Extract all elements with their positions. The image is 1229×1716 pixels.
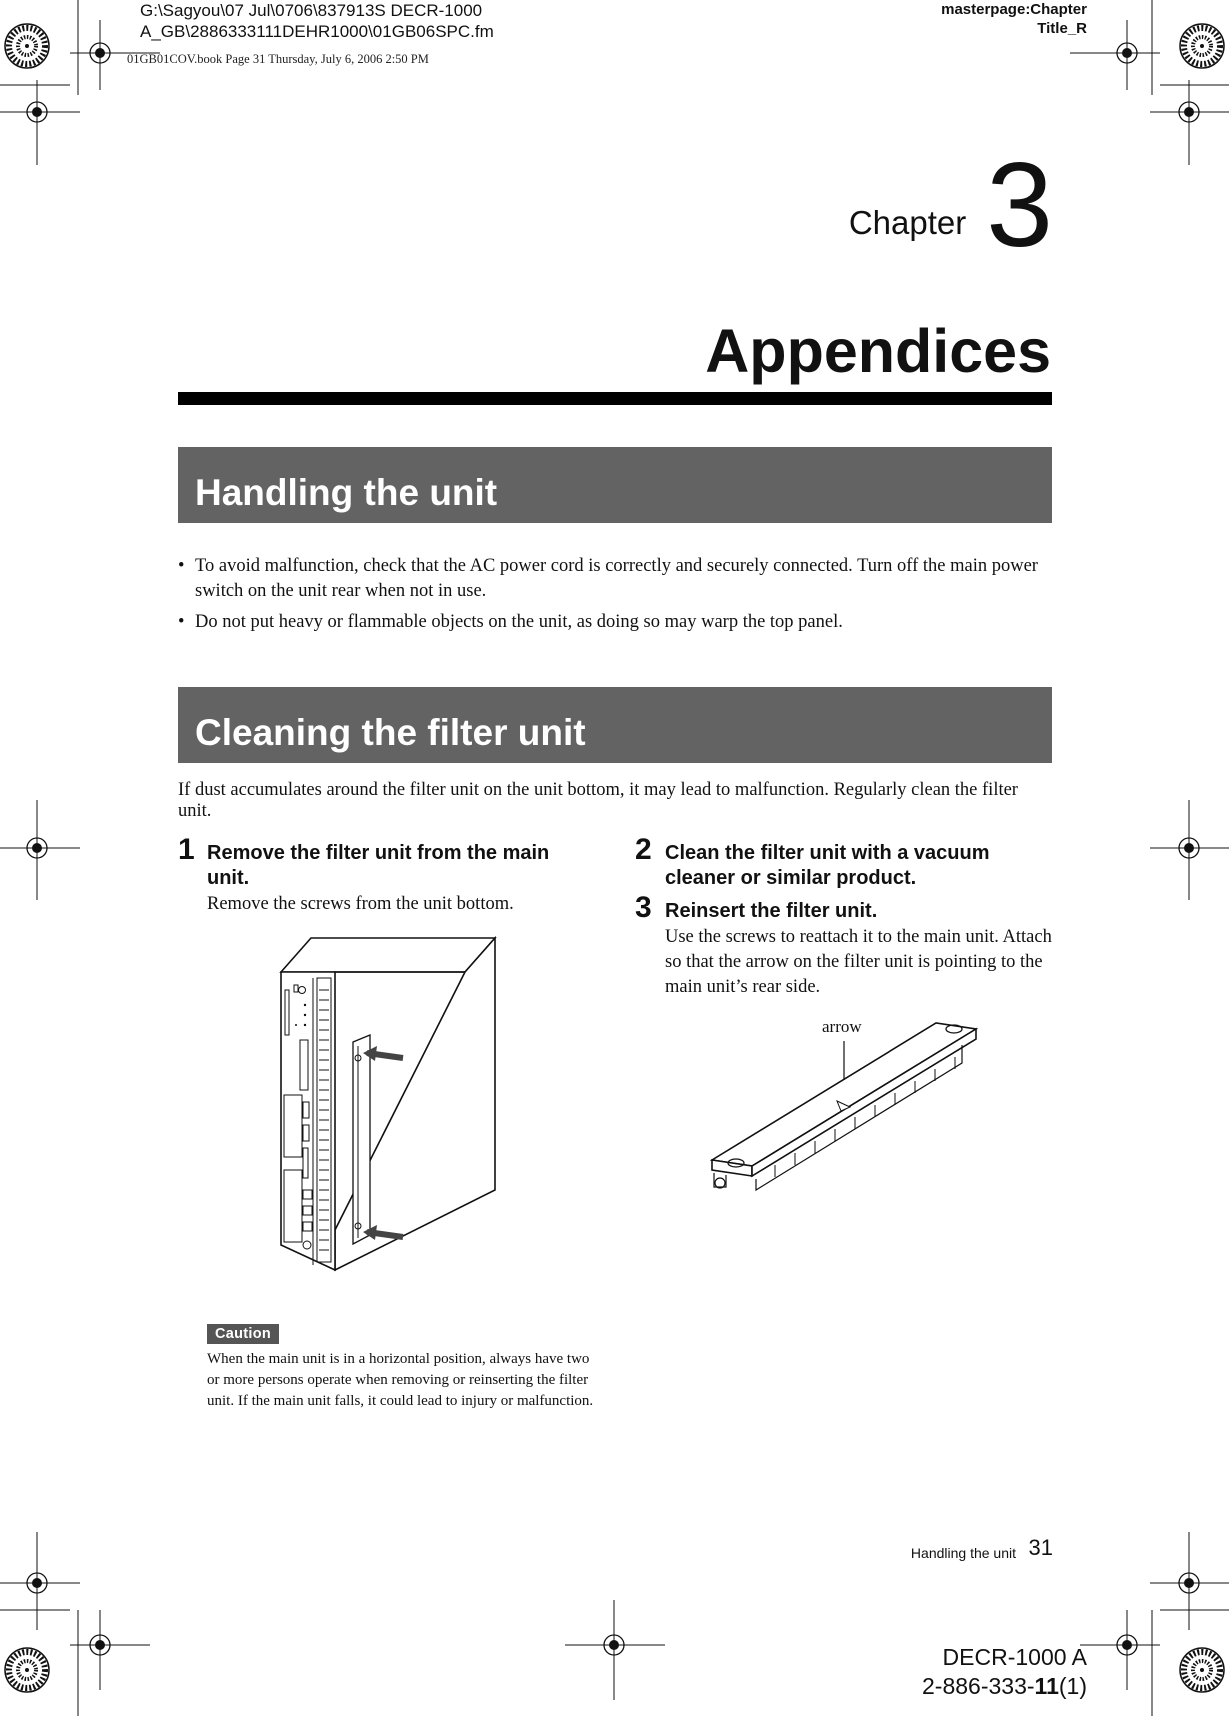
footer-model-suffix: (1) — [1058, 1673, 1087, 1699]
registration-starburst-icon — [1180, 24, 1224, 68]
section-heading-cleaning: Cleaning the filter unit — [178, 687, 1052, 763]
handling-bullet-list — [178, 554, 1054, 641]
print-file-path-line1: G:\Sagyou\07 Jul\0706\837913S DECR-1000 — [140, 1, 483, 20]
list-item: • To avoid malfunction, check that the AC power cord is correctly and securely connected. Turn off the main power switch on the unit rear when not in use. — [178, 554, 1054, 604]
caution-text: When the main unit is in a horizontal position, always have two or more persons operate when removing or reinserting the filter unit. If the main unit falls, it could lead to injury or malfunction. — [207, 1351, 594, 1409]
chapter-number: 3 — [986, 138, 1053, 272]
cleaning-intro: If dust accumulates around the filter unit on the unit bottom, it may lead to malfunction. Regularly clean the filter unit. — [178, 780, 1018, 821]
step-text: Use the screws to reattach it to the main unit. Attach so that the arrow on the filter unit is pointing to the main unit’s rear side. — [665, 927, 1052, 997]
filter-unit-illustration — [700, 1015, 985, 1195]
step-number: 3 — [635, 891, 652, 924]
print-file-path — [140, 0, 494, 42]
footer-model-prefix: 2-886-333- — [922, 1673, 1035, 1699]
chapter-label: Chapter — [848, 204, 967, 241]
chapter-heading — [848, 138, 1053, 272]
print-book-info: 01GB01COV.book Page 31 Thursday, July 6, 2006 2:50 PM — [127, 52, 429, 66]
main-unit-illustration — [255, 930, 515, 1275]
registration-starburst-icon — [1180, 1648, 1224, 1692]
footer-model-bold: 11 — [1034, 1673, 1059, 1699]
list-item: • Do not put heavy or flammable objects on the unit, as doing so may warp the top panel. — [178, 610, 1054, 635]
step-number: 2 — [635, 833, 652, 866]
step-title: Clean the filter unit with a vacuum cleaner or similar product. — [665, 842, 990, 889]
step-text: Remove the screws from the unit bottom. — [207, 894, 514, 914]
footer-model-code — [922, 1643, 1087, 1701]
print-masterpage-line1: masterpage:Chapter — [941, 1, 1087, 18]
footer-section-name: Handling the unit — [910, 1545, 1016, 1561]
print-masterpage-line2: Title_R — [1037, 20, 1087, 37]
step-title: Remove the filter unit from the main unit. — [207, 842, 550, 889]
chapter-title: Appendices — [705, 317, 1051, 385]
step-title: Reinsert the filter unit. — [665, 900, 878, 922]
section-heading-handling: Handling the unit — [178, 447, 1052, 523]
caution-badge: Caution — [207, 1324, 279, 1344]
footer-page-number: 31 — [1028, 1535, 1053, 1560]
footer-model-line1: DECR-1000 A — [942, 1644, 1087, 1670]
title-rule — [178, 392, 1052, 405]
figure-label-arrow: arrow — [822, 1017, 862, 1036]
step-number: 1 — [178, 833, 195, 866]
registration-starburst-icon — [5, 24, 49, 68]
registration-starburst-icon — [5, 1648, 49, 1692]
footer-model-line2 — [922, 1672, 1087, 1701]
print-file-path-line2: A_GB\2886333111DEHR1000\01GB06SPC.fm — [140, 22, 494, 41]
print-masterpage — [941, 0, 1087, 38]
